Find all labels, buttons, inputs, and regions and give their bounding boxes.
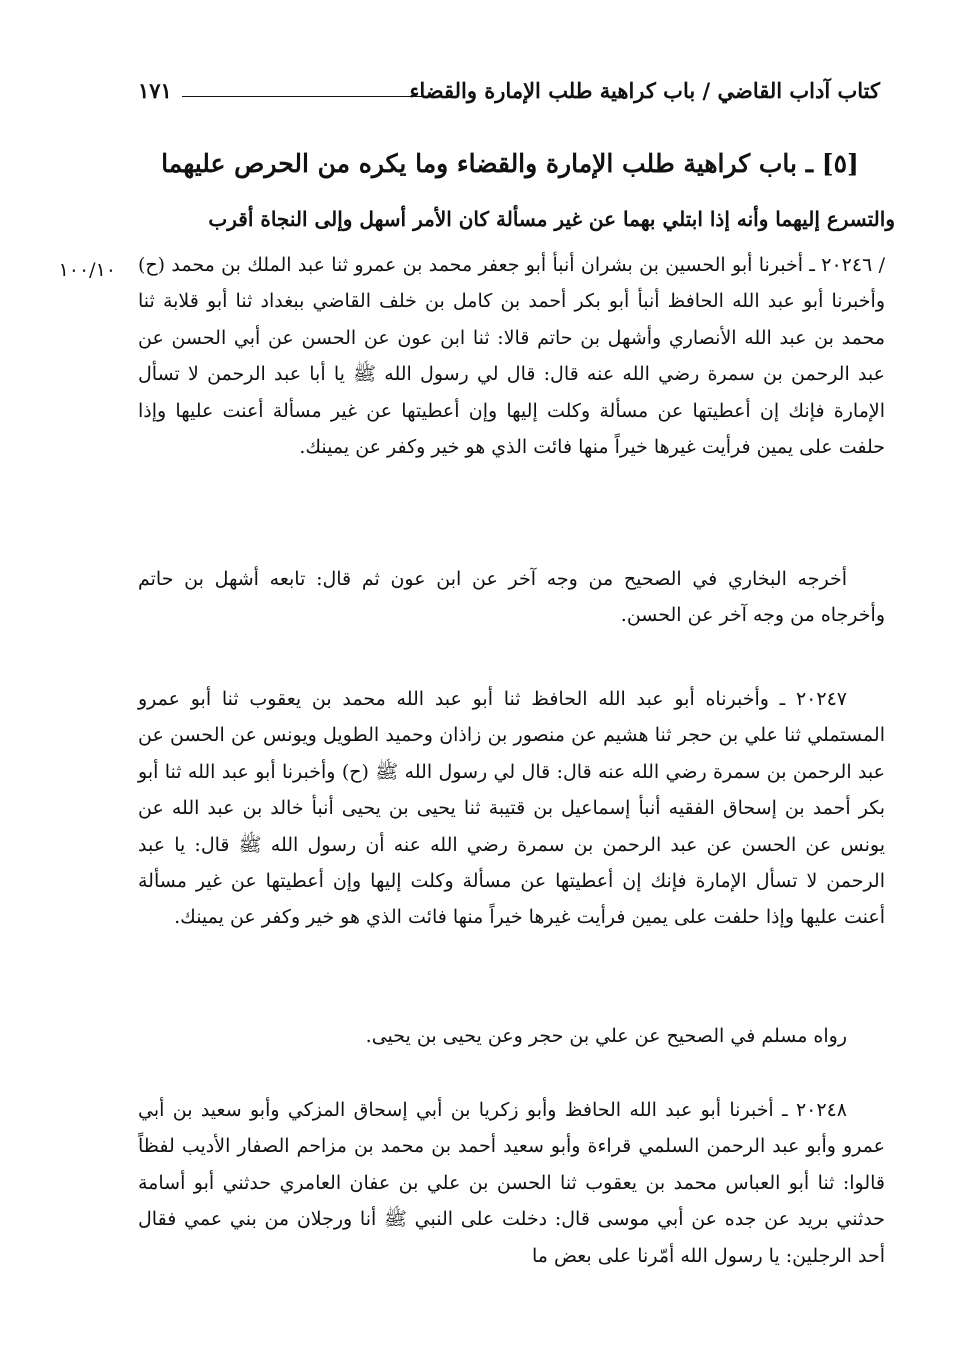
hadith-20247: ٢٠٢٤٧ ـ وأخبرناه أبو عبد الله الحافظ ثنا أبو عبد الله محمد بن يعقوب ثنا أبو عمرو المستملي ثنا علي بن حجر ثنا هشيم عن منصور بن زاذان وحميد الطويل ويونس عن الحسن عن عبد الرحمن بن سمرة رضي الله عنه قال: قال لي رسول الله ﷺ (ح) وأخبرنا أبو عبد الله ثنا أبو بكر أحمد بن إسحاق الفقيه أنبأ إسماعيل بن قتيبة ثنا يحيى بن يحيى أنبأ خالد بن عبد الله عن يونس عن الحسن عن عبد الرحمن بن سمرة رضي الله عنه أن رسول الله ﷺ قال: يا عبد الرحمن لا تسأل الإمارة فإنك إن أعطيتها عن مسألة وكلت إليها وإن أعطيتها عن غير مسألة أعنت عليها وإذا حلفت على يمين فرأيت غيرها خيراً منها فائت الذي هو خير وكفر عن يمينك. [138,688,885,929]
note-muslim: رواه مسلم في الصحيح عن علي بن حجر وعن يحيى بن يحيى. [365,1025,847,1047]
marginal-reference: ١٠٠/١٠ [58,259,116,281]
page-number: ١٧١ [138,78,172,103]
header-rule [182,96,452,97]
hadith-20246: / ٢٠٢٤٦ ـ أخبرنا أبو الحسين بن بشران أنبأ أبو جعفر محمد بن عمرو ثنا عبد الملك بن محمد (ح) وأخبرنا أبو عبد الله الحافظ أنبأ أبو بكر أحمد بن كامل بن خلف القاضي ببغداد ثنا أبو قلابة ثنا محمد بن عبد الله الأنصاري وأشهل بن حاتم قالا: ثنا ابن عون عن الحسن عن أبي الحسن عن عبد الرحمن بن سمرة رضي الله عنه قال: قال لي رسول الله ﷺ يا أبا عبد الرحمن لا تسأل الإمارة فإنك إن أعطيتها عن مسألة وكلت إليها وإن أعطيتها عن غير مسألة أعنت عليها وإذا حلفت على يمين فرأيت غيرها خيراً منها فائت الذي هو خير وكفر عن يمينك. [138,254,885,459]
running-title: كتاب آداب القاضي / باب كراهية طلب الإمارة والقضاء [409,78,880,103]
note-bukhari: أخرجه البخاري في الصحيح من وجه آخر عن ابن عون ثم قال: تابعه أشهل بن حاتم وأخرجاه من وجه آخر عن الحسن. [138,568,885,627]
hadith-20248: ٢٠٢٤٨ ـ أخبرنا أبو عبد الله الحافظ وأبو زكريا بن أبي إسحاق المزكي وأبو سعيد بن أبي عمرو وأبو عبد الرحمن السلمي قراءة وأبو سعيد أحمد بن محمد بن مزاحم الصفار الأديب لفظاً قالوا: ثنا أبو العباس محمد بن يعقوب ثنا الحسن بن علي بن عفان العامري حدثني أبو أسامة حدثني بريد عن جده عن أبي موسى قال: دخلت على النبي ﷺ أنا ورجلان من بني عمي فقال أحد الرجلين: يا رسول الله أمّرنا على بعض ما [138,1099,885,1267]
chapter-subheading: والتسرع إليهما وأنه إذا ابتلي بهما عن غير مسألة كان الأمر أسهل وإلى النجاة أقرب [208,207,895,231]
chapter-heading: [٥] ـ باب كراهية طلب الإمارة والقضاء وما يكره من الحرص عليهما [161,149,859,178]
running-header [138,76,880,116]
